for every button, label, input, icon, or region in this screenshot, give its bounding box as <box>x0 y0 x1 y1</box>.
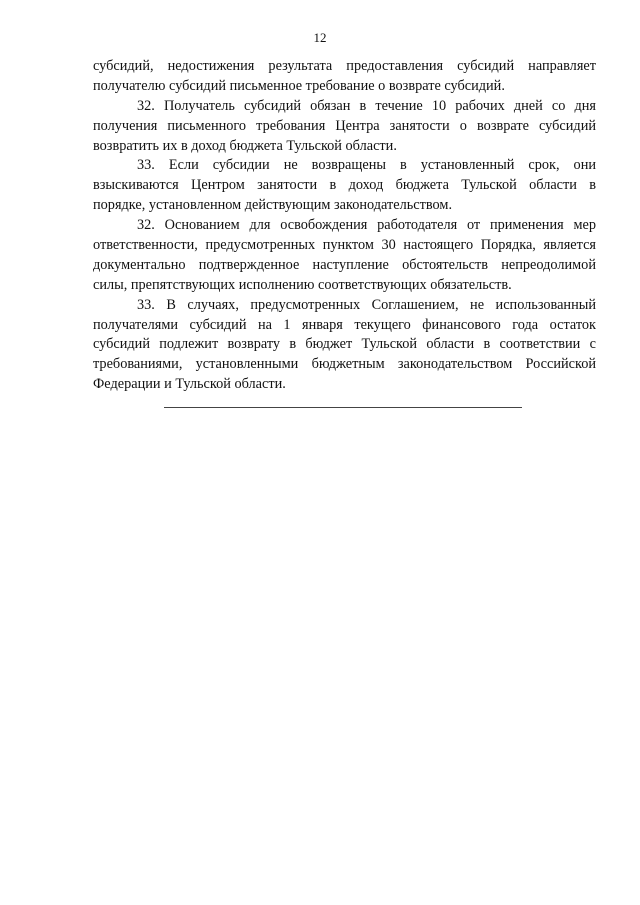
text-line: взыскиваются Центром занятости в доход бюджета Тульской области в <box>93 177 596 194</box>
text-line: получателями субсидий на 1 января текущего финансового года остаток <box>93 316 596 333</box>
paragraph <box>93 296 596 395</box>
text-line: Федерации и Тульской области. <box>93 376 286 393</box>
text-line: получателю субсидий письменное требование о возврате субсидий. <box>93 77 505 94</box>
text-line: субсидий подлежит возврату в бюджет Тульской области в соответствии с <box>93 336 596 353</box>
text-line: возвратить их в доход бюджета Тульской области. <box>93 137 397 154</box>
text-line: 33. В случаях, предусмотренных Соглашением, не использованный <box>137 296 596 313</box>
paragraph <box>93 216 596 296</box>
text-line: субсидий, недостижения результата предоставления субсидий направляет <box>93 58 596 74</box>
text-line: 32. Получатель субсидий обязан в течение 10 рабочих дней со дня <box>137 97 596 114</box>
text-line: 32. Основанием для освобождения работодателя от применения мер <box>137 217 596 234</box>
text-line: порядке, установленном действующим законодательством. <box>93 197 453 214</box>
text-line: силы, препятствующих исполнению соответствующих обязательств. <box>93 276 512 293</box>
text-line: ответственности, предусмотренных пунктом 30 настоящего Порядка, является <box>93 237 596 254</box>
text-line: документально подтвержденное наступление обстоятельств непреодолимой <box>93 256 596 273</box>
paragraph <box>93 57 596 97</box>
text-line: 33. Если субсидии не возвращены в установленный срок, они <box>137 157 596 174</box>
text-line: получения письменного требования Центра занятости о возврате субсидий <box>93 117 596 134</box>
end-separator-line <box>164 407 522 408</box>
document-body <box>93 57 596 395</box>
paragraph <box>93 97 596 157</box>
page-number: 12 <box>313 30 327 45</box>
text-line: требованиями, установленными бюджетным законодательством Российской <box>93 356 596 373</box>
paragraph <box>93 156 596 216</box>
